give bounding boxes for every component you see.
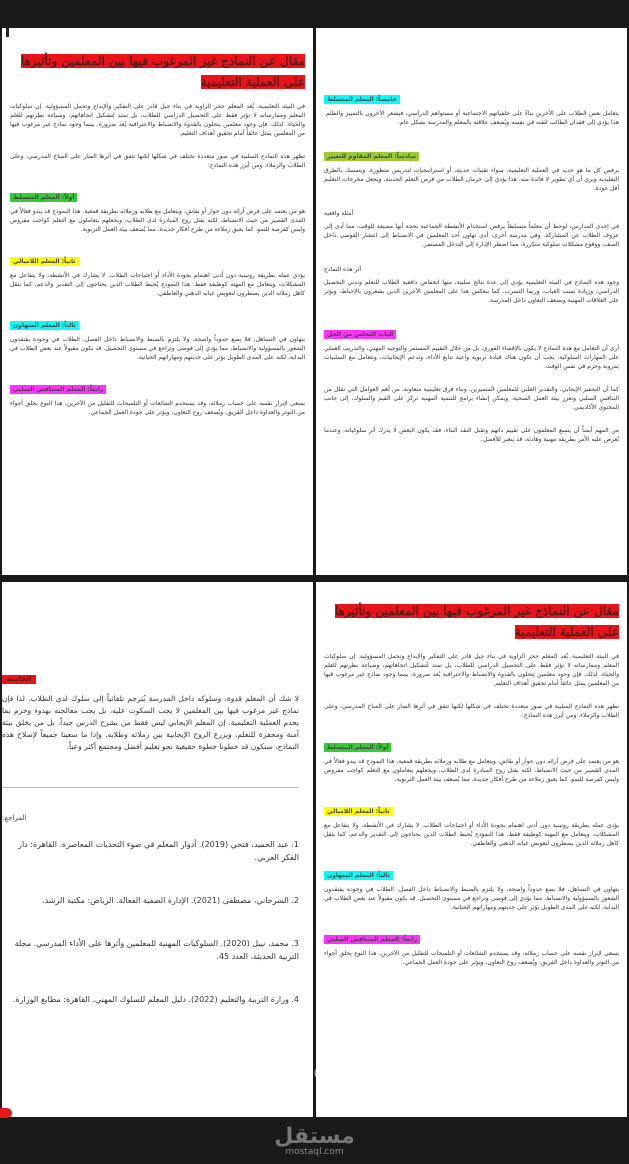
section-heading: سادساً: المعلم المقاوم للتغيير	[324, 152, 419, 161]
document-page-1	[2, 28, 313, 575]
page-2-content	[324, 28, 619, 575]
references-list	[2, 838, 299, 1006]
section-paragraph: يؤدي عمله بطريقة روتينية دون أدنى اهتمام بجودة الأداء أو احتياجات الطلاب. لا يشارك في الأنشطة، ولا يتفاعل مع المشكلات، ويتعامل مع المهنة كوظيفة فقط. هذا النموذج يُحبط الطلاب الذين يحتاجون إلى التقدير والدعم، كما يثقل كاهل زملائه الذين يضطرون لتعويض غيابه الذهني والعاطفي.	[10, 272, 305, 297]
intro-paragraph-2: تظهر هذه النماذج السلبية في صور متعددة تختلف في شكلها لكنها تتفق في أثرها الضار على المناخ المدرسي، وعلى الطلاب والزملاء. ومن أبرز هذه النماذج:	[10, 153, 305, 169]
page-3-content	[2, 582, 299, 1117]
section-heading: خامساً: المعلم المتسلط	[324, 95, 400, 104]
examples-paragraph: في إحدى المدارس، لوحظ أن معلماً متسلطاً يرفض استخدام الأنشطة الجماعية بحجة أنها مضيعة للوقت، مما أدى إلى عزوف الطلاب عن المشاركة. وفي مدرسة أخرى، أدى تهاون أحد المعلمين في الانضباط إلى انتشار الفوضى داخل الصف، ووقوع مشكلات سلوكية متكررة، مما اضطر الإدارة إلى التدخل المستمر.	[324, 223, 619, 248]
reference-item	[2, 937, 299, 963]
section-heading: أولاً: المعلم المتسلط	[324, 743, 391, 752]
heading-row	[324, 143, 619, 162]
heading-row	[324, 86, 619, 105]
page-1-content	[10, 28, 305, 575]
document-page-2	[316, 28, 627, 575]
reference-text: وزارة التربية والتعليم (2022). دليل المعلم للسلوك المهني. القاهرة: مطابع الوزارة.	[12, 995, 289, 1004]
recording-indicator	[0, 1108, 12, 1118]
heading-row	[10, 248, 305, 267]
examples-label: أمثلة واقعية	[324, 210, 354, 217]
reference-item	[2, 838, 299, 864]
article-title: مقال عن النماذج غير المرغوب فيها بين المعلمين وتأثيرها على العملية التعليمية	[20, 54, 305, 89]
heading-row	[10, 312, 305, 331]
document-page-4	[316, 582, 627, 1117]
section-paragraph: أرى أن التعامل مع هذه النماذج لا يكون بالإقصاء الفوري، بل من خلال التقييم المستمر والتوجيه المهني، والتدريب العملي على المهارات السلوكية. يجب أن تكون هناك قيادة تربوية واعية تتابع الأداء، وتدعم الإيجابيات، وتتعامل مع السلبيات بمرونة وحزم في نفس الوقت.	[324, 345, 619, 370]
heading-row	[324, 926, 619, 945]
section-heading: رابعاً: المعلم المتنافس السلبي	[324, 935, 420, 944]
divider	[2, 787, 299, 788]
references-label: المراجع:	[2, 814, 27, 822]
page-corner-mark	[6, 28, 9, 37]
section-paragraph: يتهاون في التساهل، فلا يضع حدوداً واضحة، ولا يلتزم بالضبط والانضباط داخل الفصل. الطلاب في وجوده يفتقدون الشعور بالمسؤولية والانضباط، مما يؤدي إلى فوضى وتراجع في مستوى التحصيل. قد يكون مقبولاً عند بعض الطلاب في البداية، لكنه على المدى الطويل يؤثر على جديتهم ومهاراتهم الحياتية.	[10, 336, 305, 361]
reference-number: 2.	[291, 896, 299, 905]
filters-watermark: Filters	[281, 1060, 348, 1085]
section-heading: أولاً: المعلم المتسلط	[10, 193, 77, 202]
section-heading: رابعاً: المعلم المتنافس السلبي	[10, 385, 106, 394]
effects-paragraph: وجود هذه النماذج في البيئة التعليمية يؤدي إلى عدة نتائج سلبية، منها انخفاض دافعية الطلاب للتعلم وتدني التحصيل الدراسي، وزيادة نسب الغياب، وربما التسرب. كما ينعكس هذا على المعلمين الآخرين الذين يشعرون بالإحباط، ويؤثر على العلاقات المهنية ويضعف التعاون داخل المدرسة.	[324, 279, 619, 304]
section-paragraph: يسعى لإبراز نفسه على حساب زملائه، وقد يستخدم الشائعات أو التلميحات للتقليل من الآخرين. هذا النوع يخلق أجواء من التوتر والعداوة داخل الفريق، ويُضعف روح التعاون، ويؤثر على جودة العمل الجماعي.	[10, 400, 305, 416]
conclusion-paragraph: لا شك أن المعلم قدوة، وسلوكه داخل المدرسة يُترجم تلقائياً إلى سلوك لدى الطلاب. لذا فإن نماذج غير مرغوب فيها بين المعلمين لا يجب السكوت عليه، بل يجب معالجته بهدوء وحزم بما يخدم العملية التعليمية. إن المعلم الإيجابي ليس فقط من يشرح الدرس جيداً، بل من يخلق بيئة آمنة ومحفزة للتعلم، ويزرع الروح الإيجابية بين زملائه وطلابه. وإذا ما سعينا جميعاً لإصلاح هذه النماذج، سنكون قد خطونا خطوة حقيقية نحو تعليم أفضل ومجتمع أكثر وعياً.	[2, 694, 299, 751]
reference-item	[2, 993, 299, 1006]
mostaql-logo: مستقل	[274, 1124, 355, 1149]
section-heading: ثالثاً: المعلم المتهاون	[324, 871, 393, 880]
section-paragraph: يسعى لإبراز نفسه على حساب زملائه، وقد يستخدم الشائعات أو التلميحات للتقليل من الآخرين. هذا النوع يخلق أجواء من التوتر والعداوة داخل الفريق، ويُضعف روح التعاون، ويؤثر على جودة العمل الجماعي.	[324, 950, 619, 966]
section-paragraph: كما أن التحفيز الإيجابي، والتقدير العلني للمعلمين المتميزين، وبناء فرق تعليمية متعاونة، من أهم العوامل التي تقلل من التنافس السلبي وتعزز بيئة العمل الصحية. ويمكن إنشاء برامج للتنمية المهنية تركز على القيم والسلوك، إلى جانب المحتوى الأكاديمي.	[324, 386, 619, 411]
section-heading: ثالثاً: المعلم المتهاون	[10, 321, 79, 330]
heading-row	[324, 321, 619, 340]
section-paragraph: يؤدي عمله بطريقة روتينية دون أدنى اهتمام بجودة الأداء أو احتياجات الطلاب. لا يشارك في الأنشطة، ولا يتفاعل مع المشكلات، ويتعامل مع المهنة كوظيفة فقط. هذا النموذج يُحبط الطلاب الذين يحتاجون إلى التقدير والدعم، كما يثقل كاهل زملائه الذين يضطرون لتعويض غيابه الذهني والعاطفي.	[324, 822, 619, 847]
section-heading: ثانياً: المعلم اللامبالي	[10, 257, 79, 266]
conclusion-heading: الخاتمة	[2, 675, 36, 684]
document-page-3	[2, 582, 313, 1117]
heading-row	[324, 734, 619, 753]
section-paragraph: هو من يعتمد على فرض آرائه دون حوار أو نقاش، ويتعامل مع طلابه وزملائه بطريقة قمعية. هذا النموذج قد يبدو فعالاً في المدى القصير من حيث الانضباط، لكنه يقتل روح المبادرة لدى الطلاب، ويجعلهم يتعاملون مع التعلم كواجب مفروض وليس كفرصة للنمو. كما يعيق زملاءه من طرح أفكار جديدة، مما يُضعف بيئة العمل التربوية.	[10, 208, 305, 233]
intro-paragraph: في البيئة التعليمية، يُعد المعلم حجر الزاوية في بناء جيل قادر على التفكير والإبداع وتحمل المسؤولية. إن سلوكيات المعلم وممارساته لا تؤثر فقط على التحصيل الدراسي للطلاب، بل تمتد لتشكيل اتجاهاتهم، وصياغة نظرتهم للعلم والحياة. لذلك، فإن وجود معلمين يتحلون بالقدوة والانضباط والاحترافية يُعد ضرورة، بينما وجود نماذج غير مرغوب فيها من المعلمين يمثل عائقاً أمام تحقيق أهداف التعليم.	[10, 103, 305, 137]
reference-item	[2, 894, 299, 907]
heading-row	[10, 184, 305, 203]
mostaql-site: mostaql.com	[285, 1147, 344, 1157]
section-heading: ثانياً: المعلم اللامبالي	[324, 807, 393, 816]
section-paragraph: من المهم أيضاً أن يتسع المعلمون على تقييم ذاتهم وتقبل النقد البناء، فقد يكون البعض لا يدرك أثر سلوكياته، وعندما يُعرض عليه الأمر بطريقة مهنية وهادئة، قد يتغير للأفضل.	[324, 427, 619, 443]
section-paragraph: يتهاون في التساهل، فلا يضع حدوداً واضحة، ولا يلتزم بالضبط والانضباط داخل الفصل. الطلاب في وجوده يفتقدون الشعور بالمسؤولية والانضباط، مما يؤدي إلى فوضى وتراجع في مستوى التحصيل. قد يكون مقبولاً عند بعض الطلاب في البداية، لكنه على المدى الطويل يؤثر على جديتهم ومهاراتهم الحياتية.	[324, 886, 619, 911]
page-4-content	[324, 582, 619, 1117]
reference-number: 3.	[291, 939, 299, 948]
reference-text: السرجاني، مصطفى (2021). الإدارة الصفية الفعالة. الرياض: مكتبة الرشد.	[42, 896, 289, 905]
intro-paragraph: في البيئة التعليمية، يُعد المعلم حجر الزاوية في بناء جيل قادر على التفكير والإبداع وتحمل المسؤولية. إن سلوكيات المعلم وممارساته لا تؤثر فقط على التحصيل الدراسي للطلاب، بل تمتد لتشكيل اتجاهاتهم، وصياغة نظرتهم للعلم والحياة. لذلك، فإن وجود معلمين يتحلون بالقدوة والانضباط والاحترافية يُعد ضرورة، بينما وجود نماذج غير مرغوب فيها من المعلمين يمثل عائقاً أمام تحقيق أهداف التعليم.	[324, 653, 619, 687]
reference-text: محمد، نبيل (2020). السلوكيات المهنية للمعلمين وأثرها على الأداء المدرسي. مجلة التربية الحديثة، العدد 45.	[14, 939, 299, 961]
effects-label: أثر هذه النماذج	[324, 266, 362, 273]
reference-text: عبد الحميد، فتحي (2019). أدوار المعلم في ضوء التحديات المعاصرة. القاهرة: دار الفكر العربي.	[18, 840, 299, 862]
section-paragraph: هو من يعتمد على فرض آرائه دون حوار أو نقاش، ويتعامل مع طلابه وزملائه بطريقة قمعية. هذا النموذج قد يبدو فعالاً في المدى القصير من حيث الانضباط، لكنه يقتل روح المبادرة لدى الطلاب، ويجعلهم يتعاملون مع التعلم كواجب مفروض وليس كفرصة للنمو. كما يعيق زملاءه من طرح أفكار جديدة، مما يُضعف بيئة العمل التربوية.	[324, 758, 619, 783]
conclusion-heading-row	[2, 666, 299, 685]
reference-number: 4.	[291, 995, 299, 1004]
article-title-block	[10, 50, 305, 92]
article-title: مقال عن النماذج غير المرغوب فيها بين المعلمين وتأثيرها على العملية التعليمية	[334, 604, 619, 639]
intro-paragraph-2: تظهر هذه النماذج السلبية في صور متعددة تختلف في شكلها لكنها تتفق في أثرها الضار على المناخ المدرسي، وعلى الطلاب والزملاء. ومن أبرز هذه النماذج:	[324, 703, 619, 719]
heading-row	[324, 862, 619, 881]
heading-row	[324, 798, 619, 817]
heading-row	[10, 376, 305, 395]
section-paragraph: يتعامل بعض الطلاب على الآخرين بناءً على خلفياتهم الاجتماعية أو مستواهم الدراسي، فيشعر الآخرون بالتمييز والظلم. هذا يؤدي إلى فقدان الطالب لثقته في نفسه ويُضعف علاقته بالمعلم والمدرسة بشكل عام.	[324, 110, 619, 126]
reference-number: 1.	[291, 840, 299, 849]
section-heading: آليات التخلص من الحل	[324, 330, 396, 339]
article-title-block	[324, 600, 619, 642]
section-paragraph: يرفض كل ما هو جديد في العملية التعليمية، سواء تقنيات حديثة، أو استراتيجيات لتدريس متطورة، ويتمسك بالطرق التقليدية ويرى أن أي تطوير لا فائدة منه. هذا يؤدي إلى حرمان الطلاب من فرص التعلم الحديثة، ويجعل مخرجات التعليم أقل جودة.	[324, 167, 619, 192]
